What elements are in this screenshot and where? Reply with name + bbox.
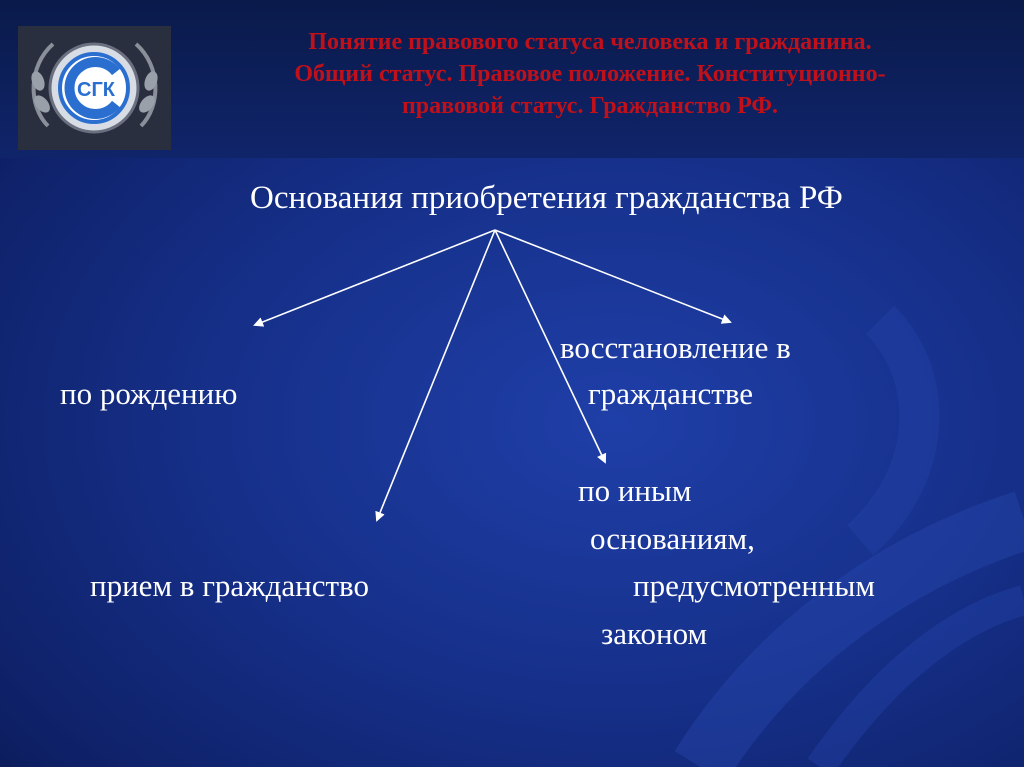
label-other-line-4: законом	[601, 616, 708, 651]
arrow-by-birth	[255, 230, 495, 325]
label-by-birth: по рождению	[60, 376, 238, 411]
label-other-line-1: по иным	[578, 473, 692, 508]
arrow-admission	[377, 230, 495, 520]
title-line-3: правовой статус. Гражданство РФ.	[401, 93, 779, 119]
title-line-2: Общий статус. Правовое положение. Конституционно-	[294, 61, 886, 87]
arrow-restoration	[495, 230, 730, 322]
label-admission: прием в гражданство	[90, 568, 369, 603]
title-line-1: Понятие правового статуса человека и гражданина.	[308, 29, 872, 55]
label-other-line-3: предусмотренным	[633, 568, 875, 603]
logo-letters: СГК	[77, 79, 115, 101]
label-restoration-line-1: восстановление в	[560, 330, 791, 365]
diagram-heading: Основания приобретения гражданства РФ	[250, 180, 843, 216]
label-other-line-2: основаниям,	[590, 521, 755, 556]
label-restoration-line-2: гражданстве	[588, 376, 754, 411]
